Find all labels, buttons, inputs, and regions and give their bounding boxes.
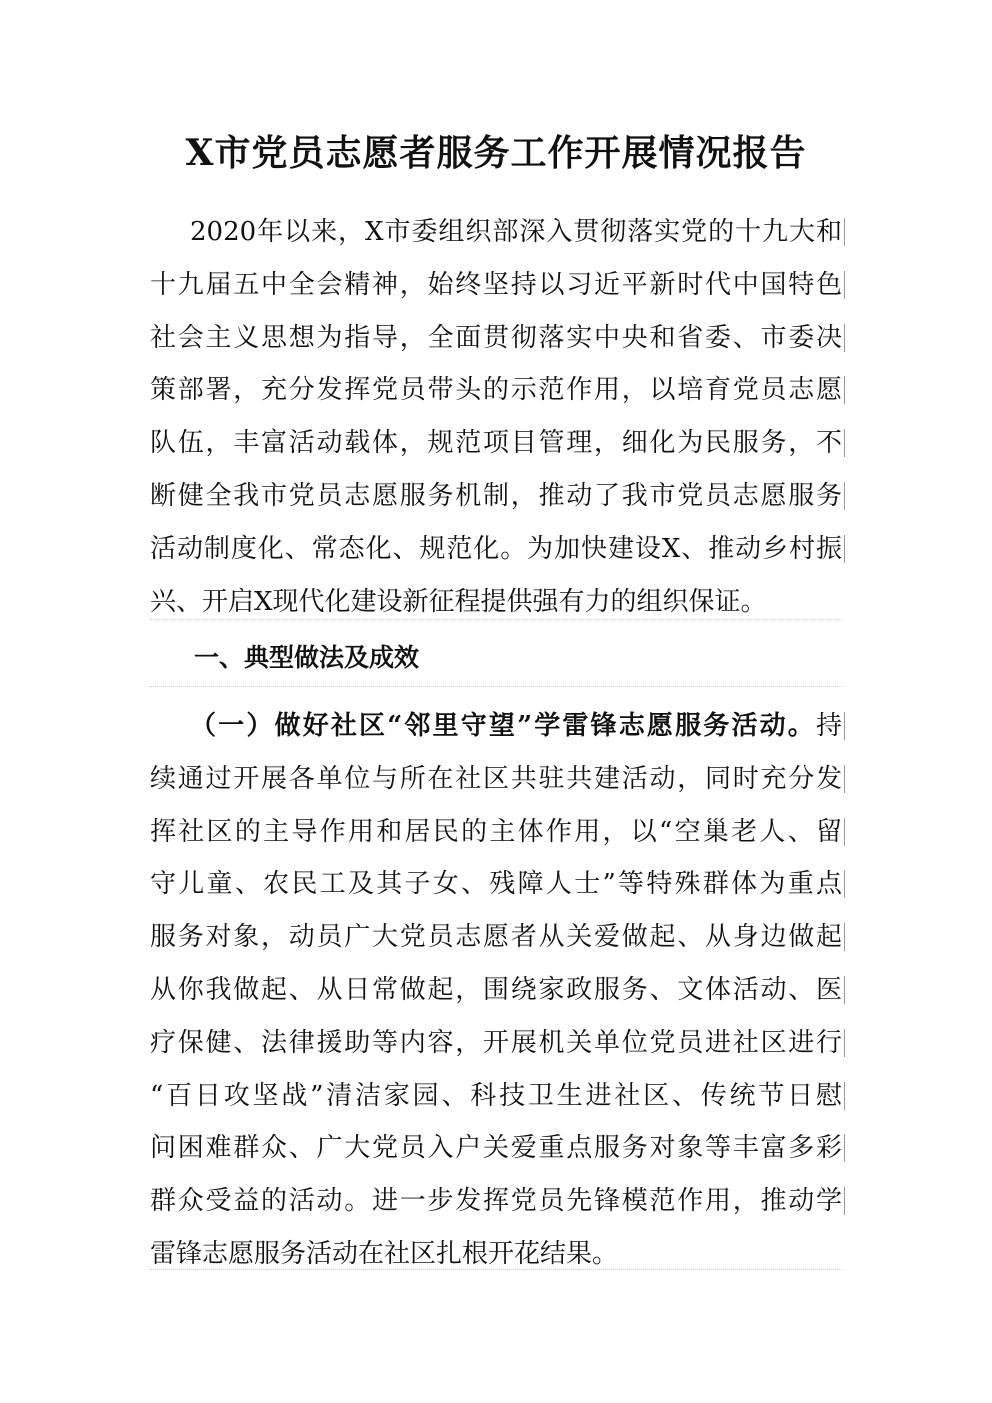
subsection-paragraph: [150, 700, 842, 1281]
intro-paragraph: [150, 206, 842, 628]
section-heading-block: [150, 632, 842, 684]
subsection-first-line-text: 持: [815, 711, 842, 741]
paragraph-line: 续通过开展各单位与所在社区共驻共建活动，同时充分发: [150, 753, 842, 806]
paragraph-line: 兴、开启X现代化建设新征程提供强有力的组织保证。: [150, 586, 767, 617]
divider: [150, 686, 842, 687]
paragraph-line: 断健全我市党员志愿服务机制，推动了我市党员志愿服务: [150, 470, 842, 523]
paragraph-line: 社会主义思想为指导，全面贯彻落实中央和省委、市委决: [150, 312, 842, 365]
paragraph-line: 服务对象，动员广大党员志愿者从关爱做起、从身边做起: [150, 911, 842, 964]
paragraph-line: 策部署，充分发挥党员带头的示范作用，以培育党员志愿: [150, 364, 842, 417]
section-heading: 一、典型做法及成效: [194, 643, 420, 672]
subsection-heading: （一）做好社区“邻里守望”学雷锋志愿服务活动。: [190, 711, 816, 741]
paragraph-line: 雷锋志愿服务活动在社区扎根开花结果。: [150, 1238, 619, 1269]
paragraph-line: 群众受益的活动。进一步发挥党员先锋模范作用，推动学: [150, 1175, 842, 1228]
paragraph-line: 问困难群众、广大党员入户关爱重点服务对象等丰富多彩: [150, 1122, 842, 1175]
paragraph-line: 队伍，丰富活动载体，规范项目管理，细化为民服务，不: [150, 417, 842, 470]
paragraph-line: [150, 700, 842, 753]
paragraph-line: 十九届五中全会精神，始终坚持以习近平新时代中国特色: [150, 259, 842, 312]
paragraph-line: 疗保健、法律援助等内容，开展机关单位党员进社区进行: [150, 1017, 842, 1070]
paragraph-line: “百日攻坚战”清洁家园、科技卫生进社区、传统节日慰: [150, 1070, 842, 1123]
paragraph-line: 守儿童、农民工及其子女、残障人士”等特殊群体为重点: [150, 858, 842, 911]
paragraph-line: 挥社区的主导作用和居民的主体作用，以“空巢老人、留: [150, 806, 842, 859]
divider: [150, 1269, 842, 1270]
paragraph-line: 活动制度化、常态化、规范化。为加快建设X、推动乡村振: [150, 523, 842, 576]
divider: [150, 619, 842, 620]
paragraph-line: 2020年以来，X市委组织部深入贯彻落实党的十九大和: [150, 206, 842, 259]
document-title: X市党员志愿者服务工作开展情况报告: [185, 132, 807, 174]
paragraph-line: 从你我做起、从日常做起，围绕家政服务、文体活动、医: [150, 964, 842, 1017]
